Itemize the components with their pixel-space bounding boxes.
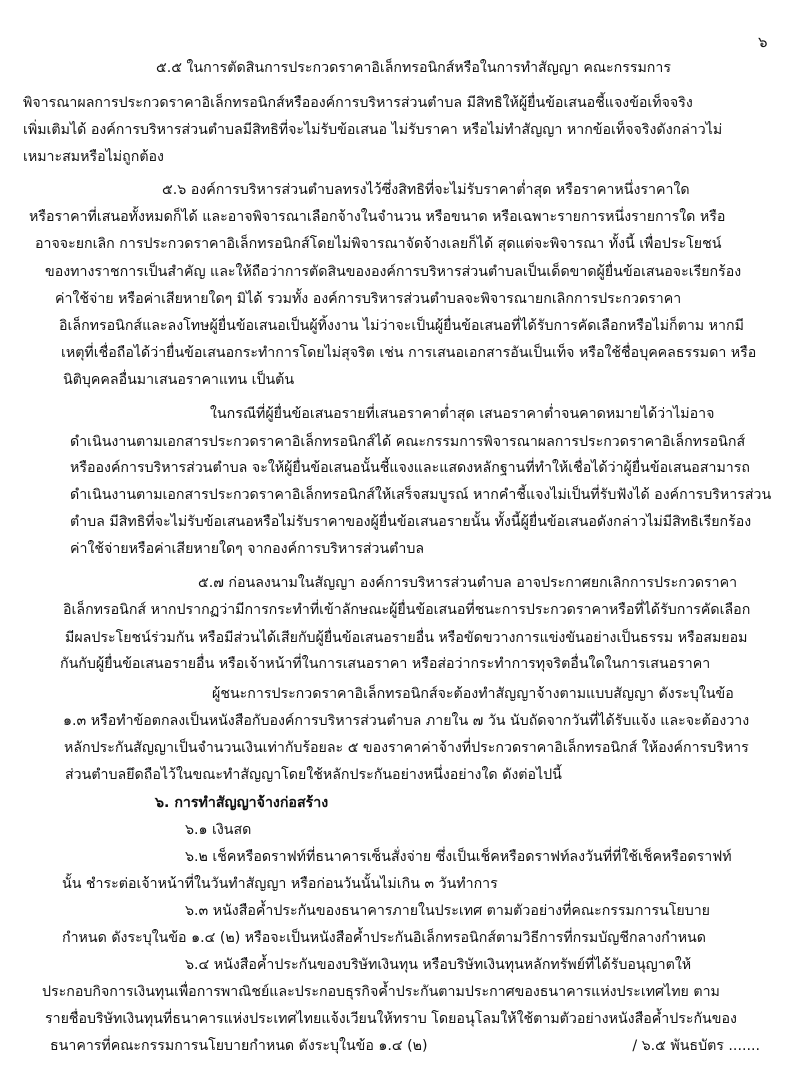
text-line: กำหนด ดังระบุในข้อ ๑.๔ (๒) หรือจะเป็นหนังสือค้ำประกันอิเล็กทรอนิกส์ตามวิธีการที่กรมบัญชีกลางกำหนด: [62, 930, 706, 946]
continuation-note: / ๖.๕ พันธบัตร .......: [632, 1038, 760, 1054]
text-line: พิจารณาผลการประกวดราคาอิเล็กทรอนิกส์หรือองค์การบริหารส่วนตำบล มีสิทธิให้ผู้ยื่นข้อเสนอชี้แจงข้อเท็จจริง: [23, 95, 693, 111]
text-line: รายชื่อบริษัทเงินทุนที่ธนาคารแห่งประเทศไทยแจ้งเวียนให้ทราบ โดยอนุโลมให้ใช้ตามตัวอย่างหนังสือค้ำประกันของ: [45, 1011, 737, 1027]
text-line: ๕.๖ องค์การบริหารส่วนตำบลทรงไว้ซึ่งสิทธิที่จะไม่รับราคาต่ำสุด หรือราคาหนึ่งราคาใด: [162, 182, 690, 198]
text-line: เหมาะสมหรือไม่ถูกต้อง: [23, 149, 164, 165]
text-line: ๖.๓ หนังสือค้ำประกันของธนาคารภายในประเทศ ตามตัวอย่างที่คณะกรรมการนโยบาย: [185, 903, 710, 919]
text-line: มีผลประโยชน์ร่วมกัน หรือมีส่วนได้เสียกับผู้ยื่นข้อเสนอรายอื่น หรือขัดขวางการแข่งขันอย่างเป็นธรรม หรือสมยอม: [65, 630, 748, 646]
text-line: ตำบล มีสิทธิที่จะไม่รับข้อเสนอหรือไม่รับราคาของผู้ยื่นข้อเสนอรายนั้น ทั้งนี้ผู้ยื่นข้อเสนอดังกล่าวไม่มีสิทธิเรียกร้อง: [70, 514, 752, 530]
text-line: เหตุที่เชื่อถือได้ว่ายื่นข้อเสนอกระทำการโดยไม่สุจริต เช่น การเสนอเอกสารอันเป็นเท็จ หรือใช้ชื่อบุคคลธรรมดา หรือ: [61, 345, 757, 361]
text-line: ค่าใช้จ่าย หรือค่าเสียหายใดๆ มิได้ รวมทั้ง องค์การบริหารส่วนตำบลจะพิจารณายกเลิกการประกวดราคา: [55, 291, 682, 307]
text-line: ธนาคารที่คณะกรรมการนโยบายกำหนด ดังระบุในข้อ ๑.๔ (๒): [50, 1038, 428, 1054]
text-line: ส่วนตำบลยึดถือไว้ในขณะทำสัญญาโดยใช้หลักประกันอย่างหนึ่งอย่างใด ดังต่อไปนี้: [65, 767, 562, 783]
text-line: กันกับผู้ยื่นข้อเสนอรายอื่น หรือเจ้าหน้าที่ในการเสนอราคา หรือส่อว่ากระทำการทุจริตอื่นใดในการเสนอราคา: [60, 656, 711, 672]
text-line: ๕.๗ ก่อนลงนามในสัญญา องค์การบริหารส่วนตำบล อาจประกาศยกเลิกการประกวดราคา: [198, 575, 738, 591]
text-line: ดำเนินงานตามเอกสารประกวดราคาอิเล็กทรอนิกส์ได้ คณะกรรมการพิจารณาผลการประกวดราคาอิเล็กทรอนิกส์: [70, 434, 746, 450]
text-line: หรือองค์การบริหารส่วนตำบล จะให้ผู้ยื่นข้อเสนอนั้นชี้แจงและแสดงหลักฐานที่ทำให้เชื่อได้ว่าผู้ยื่นข้อเสนอสามารถ: [70, 460, 750, 476]
text-line: ค่าใช้จ่ายหรือค่าเสียหายใดๆ จากองค์การบริหารส่วนตำบล: [70, 541, 425, 557]
page-number: ๖: [758, 33, 768, 51]
text-line: นิติบุคคลอื่นมาเสนอราคาแทน เป็นต้น: [63, 372, 295, 388]
text-line: หลักประกันสัญญาเป็นจำนวนเงินเท่ากับร้อยละ ๕ ของราคาค่าจ้างที่ประกวดราคาอิเล็กทรอนิกส์ ให้องค์การบริหาร: [64, 740, 749, 756]
text-line: หรือราคาที่เสนอทั้งหมดก็ได้ และอาจพิจารณาเลือกจ้างในจำนวน หรือขนาด หรือเฉพาะรายการหนึ่งรายการใด หรือ: [29, 209, 726, 225]
text-line: อิเล็กทรอนิกส์ หากปรากฏว่ามีการกระทำที่เข้าลักษณะผู้ยื่นข้อเสนอที่ชนะการประกวดราคาหรือที่ได้รับการคัดเลือก: [63, 602, 751, 618]
text-line: ดำเนินงานตามเอกสารประกวดราคาอิเล็กทรอนิกส์ให้เสร็จสมบูรณ์ หากคำชี้แจงไม่เป็นที่รับฟังได้ องค์การบริหารส่วน: [70, 487, 772, 503]
text-line: ๑.๓ หรือทำข้อตกลงเป็นหนังสือกับองค์การบริหารส่วนตำบล ภายใน ๗ วัน นับถัดจากวันที่ได้รับแจ้ง และจะต้องวาง: [63, 713, 750, 729]
text-line: อิเล็กทรอนิกส์และลงโทษผู้ยื่นข้อเสนอเป็นผู้ทิ้งงาน ไม่ว่าจะเป็นผู้ยื่นข้อเสนอที่ได้รับการคัดเลือกหรือไม่ก็ตาม หากมี: [59, 318, 744, 334]
text-line: ๖.๑ เงินสด: [185, 822, 252, 838]
text-line: ประกอบกิจการเงินทุนเพื่อการพาณิชย์และประกอบธุรกิจค้ำประกันตามประกาศของธนาคารแห่งประเทศไทย ตาม: [42, 984, 720, 1000]
text-line: ผู้ชนะการประกวดราคาอิเล็กทรอนิกส์จะต้องทำสัญญาจ้างตามแบบสัญญา ดังระบุในข้อ: [212, 686, 734, 702]
text-line: เพิ่มเติมได้ องค์การบริหารส่วนตำบลมีสิทธิที่จะไม่รับข้อเสนอ ไม่รับราคา หรือไม่ทำสัญญา หากข้อเท็จจริงดังกล่าวไม่: [23, 122, 723, 138]
text-line: ๕.๕ ในการตัดสินการประกวดราคาอิเล็กทรอนิกส์หรือในการทำสัญญา คณะกรรมการ: [156, 60, 671, 76]
text-line: ๖.๔ หนังสือค้ำประกันของบริษัทเงินทุน หรือบริษัทเงินทุนหลักทรัพย์ที่ได้รับอนุญาตให้: [185, 957, 692, 973]
text-line: ของทางราชการเป็นสำคัญ และให้ถือว่าการตัดสินขององค์การบริหารส่วนตำบลเป็นเด็ดขาดผู้ยื่นข้อเสนอจะเรียกร้อง: [45, 264, 742, 280]
text-line: ในกรณีที่ผู้ยื่นข้อเสนอรายที่เสนอราคาต่ำสุด เสนอราคาต่ำจนคาดหมายได้ว่าไม่อาจ: [210, 406, 715, 422]
text-line: นั้น ชำระต่อเจ้าหน้าที่ในวันทำสัญญา หรือก่อนวันนั้นไม่เกิน ๓ วันทำการ: [62, 876, 498, 892]
text-line: ๖.๒ เช็คหรือดราฟท์ที่ธนาคารเซ็นสั่งจ่าย ซึ่งเป็นเช็คหรือดราฟท์ลงวันที่ที่ใช้เช็คหรือดราฟท์: [185, 849, 732, 865]
text-line: อาจจะยกเลิก การประกวดราคาอิเล็กทรอนิกส์โดยไม่พิจารณาจัดจ้างเลยก็ได้ สุดแต่จะพิจารณา ทั้งนี้ เพื่อประโยชน์: [35, 236, 722, 252]
section-heading: ๖. การทำสัญญาจ้างก่อสร้าง: [155, 795, 329, 811]
